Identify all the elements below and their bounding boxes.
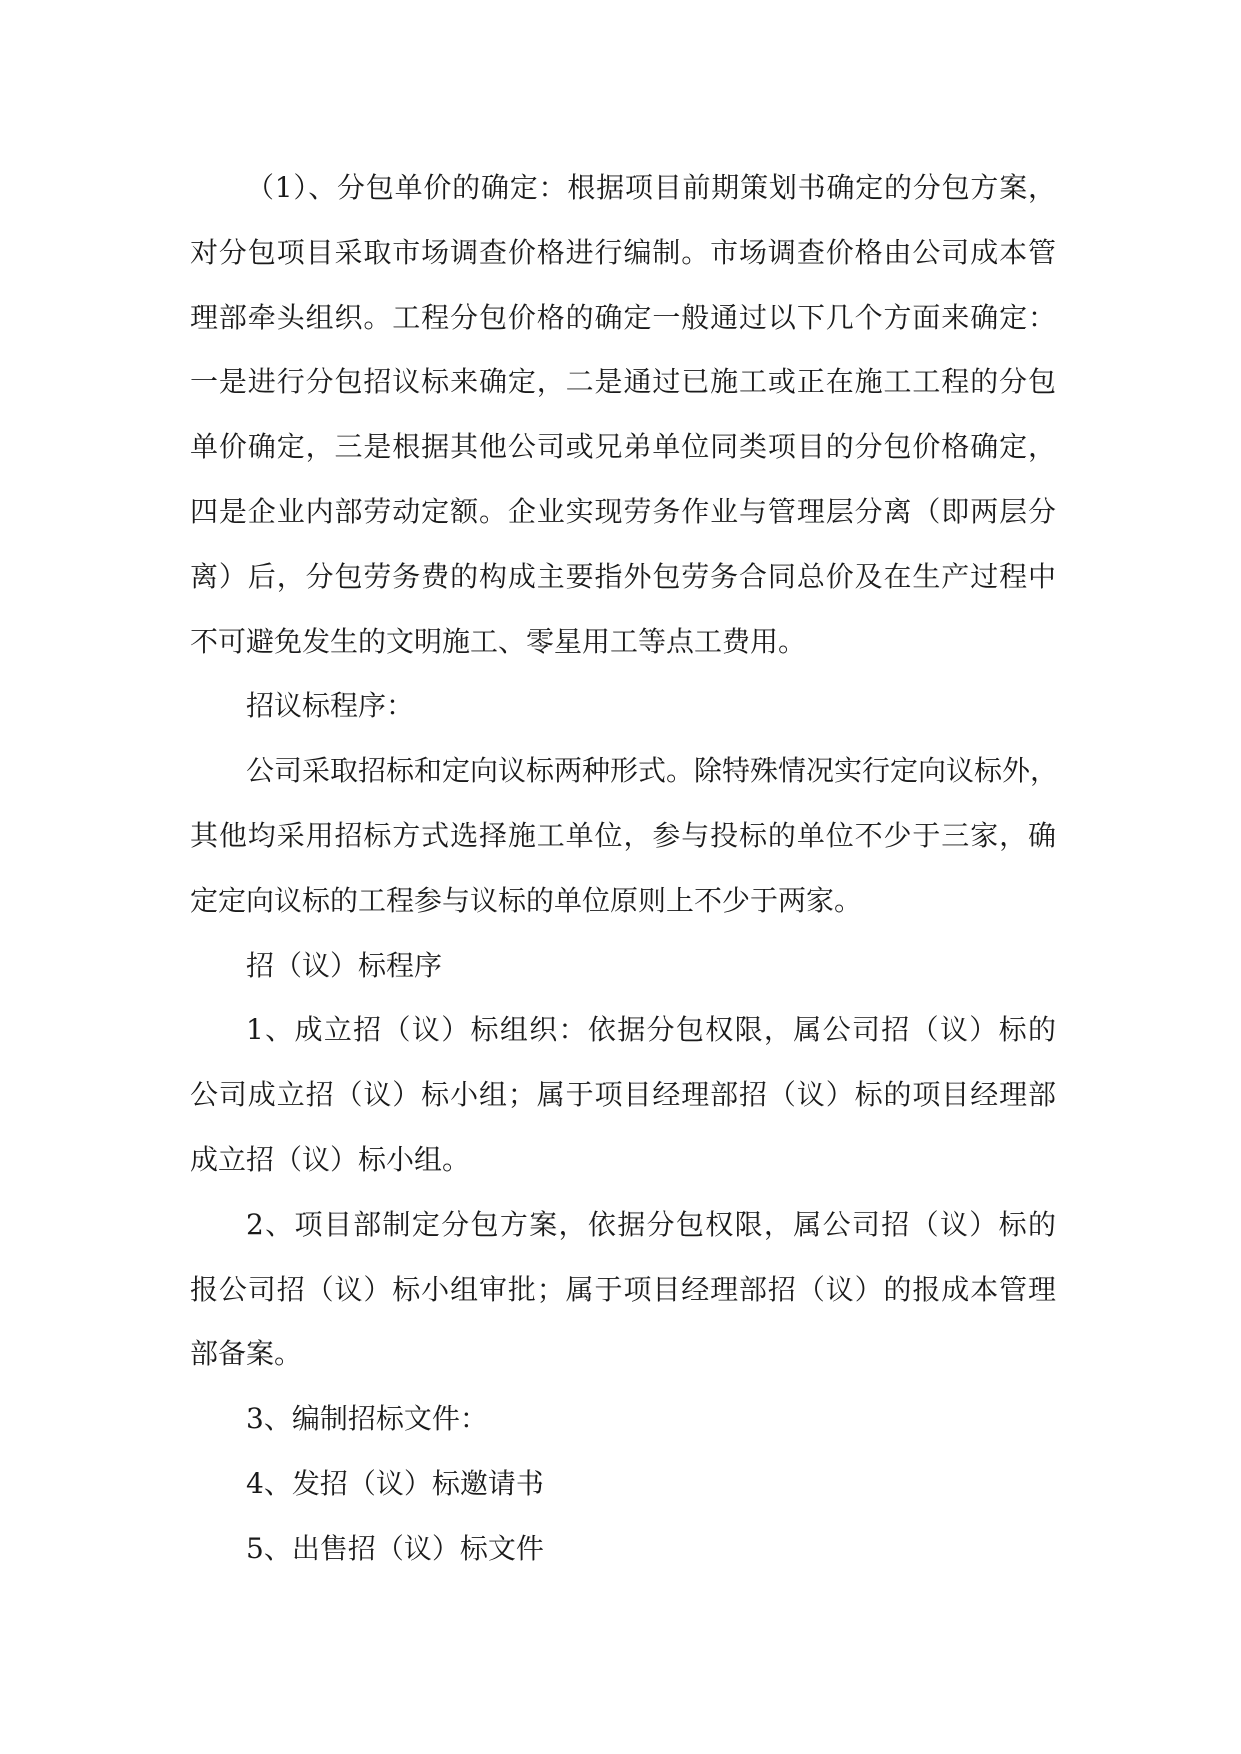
text-line: 招议标程序： (246, 689, 415, 723)
paragraph-subcontract-unit-price (190, 156, 1056, 674)
paragraph-bidding-forms (190, 739, 1059, 933)
paragraph-step-1 (190, 998, 1056, 1192)
text-line: 一是进行分包招议标来确定，二是通过已施工或正在施工工程的分包 (190, 365, 1056, 399)
text-line: （1）、分包单价的确定：根据项目前期策划书确定的分包方案， (246, 171, 1056, 204)
document-body (190, 156, 1059, 1582)
text-line: 不可避免发生的文明施工、零星用工等点工费用。 (190, 624, 807, 658)
text-line: 成立招（议）标小组。 (190, 1142, 471, 1176)
paragraph-step-5 (190, 1517, 1056, 1582)
text-line: 招（议）标程序 (246, 948, 443, 982)
text-line: 2、项目部制定分包方案，依据分包权限，属公司招（议）标的 (246, 1207, 1056, 1241)
text-line: 4、发招（议）标邀请书 (246, 1466, 544, 1500)
text-line: 1、成立招（议）标组织：依据分包权限，属公司招（议）标的 (246, 1013, 1056, 1047)
text-line: 部备案。 (190, 1337, 303, 1371)
text-line: 四是企业内部劳动定额。企业实现劳务作业与管理层分离（即两层分 (190, 494, 1056, 528)
text-line: 定定向议标的工程参与议标的单位原则上不少于两家。 (190, 883, 863, 917)
text-line: 对分包项目采取市场调查价格进行编制。市场调查价格由公司成本管 (190, 235, 1056, 269)
paragraph-step-4 (190, 1452, 1056, 1517)
text-line: 公司采取招标和定向议标两种形式。除特殊情况实行定向议标外， (246, 754, 1059, 788)
paragraph-bidding-procedure-heading (190, 674, 1056, 739)
paragraph-step-3 (190, 1387, 1056, 1452)
text-line: 单价确定，三是根据其他公司或兄弟单位同类项目的分包价格确定， (190, 430, 1056, 464)
paragraph-step-2 (190, 1193, 1056, 1387)
text-line: 离）后，分包劳务费的构成主要指外包劳务合同总价及在生产过程中 (190, 559, 1056, 593)
paragraph-procedure-title (190, 934, 1056, 999)
text-line: 理部牵头组织。工程分包价格的确定一般通过以下几个方面来确定： (190, 300, 1056, 334)
text-line: 公司成立招（议）标小组；属于项目经理部招（议）标的项目经理部 (190, 1078, 1056, 1112)
text-line: 其他均采用招标方式选择施工单位，参与投标的单位不少于三家，确 (190, 818, 1056, 852)
text-line: 5、出售招（议）标文件 (246, 1531, 544, 1565)
text-line: 报公司招（议）标小组审批；属于项目经理部招（议）的报成本管理 (190, 1272, 1056, 1306)
text-line: 3、编制招标文件： (246, 1402, 488, 1436)
